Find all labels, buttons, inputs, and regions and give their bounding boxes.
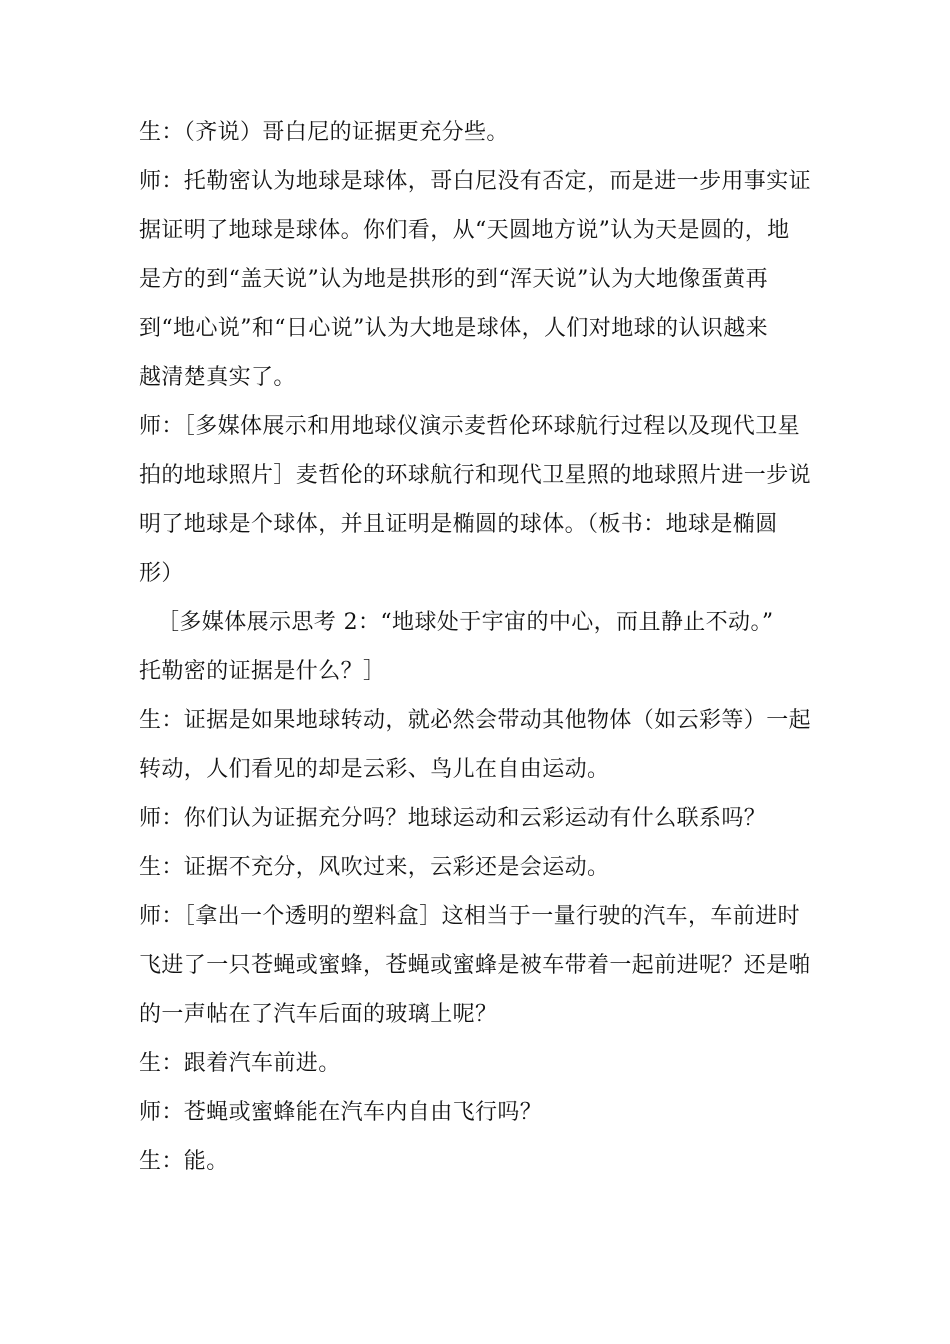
multimedia-prompt-line: 托勒密的证据是什么？］ — [139, 659, 386, 684]
dialogue-line: 拍的地球照片］麦哲伦的环球航行和现代卫星照的地球照片进一步说 — [139, 463, 812, 488]
dialogue-line: 生：证据是如果地球转动，就必然会带动其他物体（如云彩等）一起 — [139, 708, 812, 733]
dialogue-line: 生：跟着汽车前进。 — [139, 1051, 341, 1076]
dialogue-line: 越清楚真实了。 — [139, 365, 296, 390]
dialogue-line: 到“地心说”和“日心说”认为大地是球体，人们对地球的认识越来 — [139, 316, 768, 341]
dialogue-line: 明了地球是个球体，并且证明是椭圆的球体。（板书：地球是椭圆 — [139, 512, 778, 537]
dialogue-line: 据证明了地球是球体。你们看，从“天圆地方说”认为天是圆的，地 — [139, 218, 790, 243]
dialogue-line: 师：苍蝇或蜜蜂能在汽车内自由飞行吗？ — [139, 1100, 543, 1125]
dialogue-line: 师：［多媒体展示和用地球仪演示麦哲伦环球航行过程以及现代卫星 — [139, 414, 801, 439]
dialogue-line: 生：（齐说）哥白尼的证据更充分些。 — [139, 120, 509, 145]
dialogue-line: 师：［拿出一个透明的塑料盒］这相当于一量行驶的汽车，车前进时 — [139, 904, 801, 929]
dialogue-line: 的一声帖在了汽车后面的玻璃上呢？ — [139, 1002, 498, 1027]
dialogue-line: 生：能。 — [139, 1149, 229, 1174]
dialogue-line: 是方的到“盖天说”认为地是拱形的到“浑天说”认为大地像蛋黄再 — [139, 267, 768, 292]
dialogue-line: 转动，人们看见的却是云彩、鸟儿在自由运动。 — [139, 757, 610, 782]
dialogue-line: 生：证据不充分，风吹过来，云彩还是会运动。 — [139, 855, 610, 880]
dialogue-line: 师：托勒密认为地球是球体，哥白尼没有否定，而是进一步用事实证 — [139, 169, 812, 194]
dialogue-line: 形） — [139, 561, 184, 586]
dialogue-line: 飞进了一只苍蝇或蜜蜂，苍蝇或蜜蜂是被车带着一起前进呢？还是啪 — [139, 953, 812, 978]
multimedia-prompt-line: ［多媒体展示思考 2：“地球处于宇宙的中心，而且静止不动。” — [157, 610, 774, 635]
document-body — [139, 108, 819, 1186]
dialogue-line: 师：你们认为证据充分吗？地球运动和云彩运动有什么联系吗？ — [139, 806, 767, 831]
